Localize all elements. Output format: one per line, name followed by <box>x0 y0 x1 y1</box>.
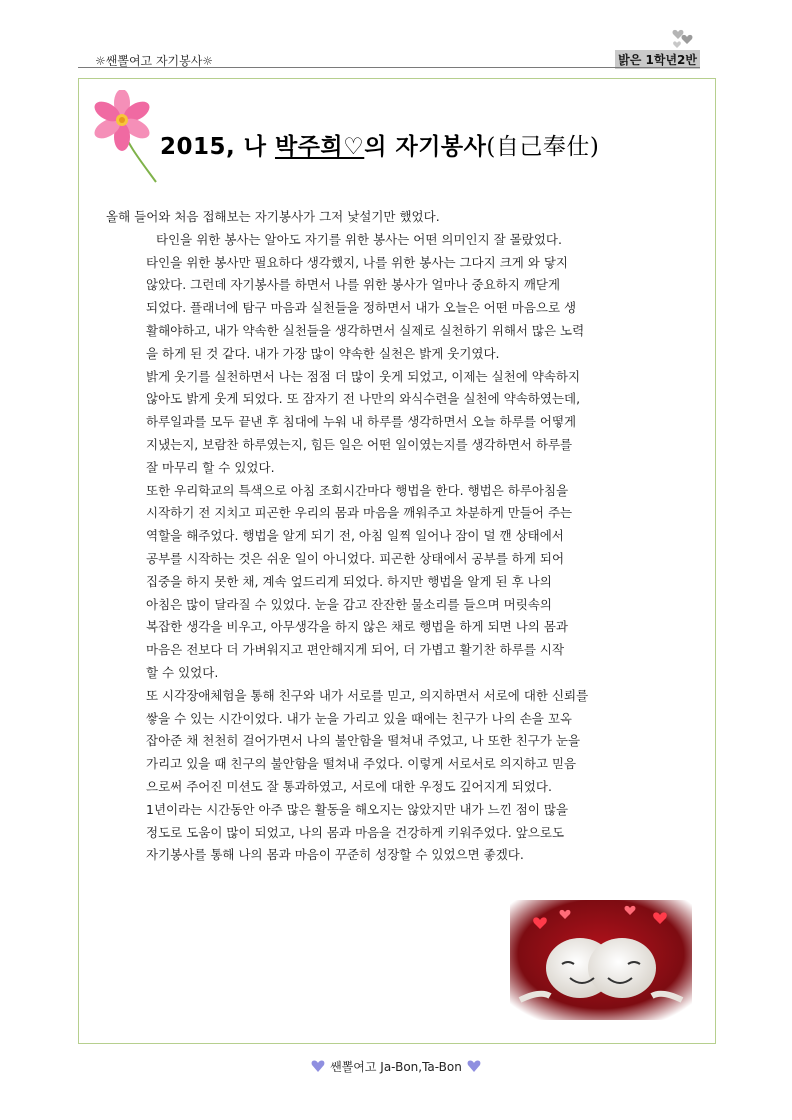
hearts-cluster-icon <box>670 28 696 56</box>
essay-line: 타인을 위한 봉사는 알아도 자기를 위한 봉사는 어떤 의미인지 잘 몰랐었다. <box>156 231 562 247</box>
essay-line: 자기봉사를 통해 나의 몸과 마음이 꾸준히 성장할 수 있었으면 좋겠다. <box>146 847 524 863</box>
heart-icon <box>310 1059 326 1076</box>
essay-line: 하루일과를 모두 끝낸 후 침대에 누워 내 하루를 생각하면서 오늘 하루를 어떻게 <box>146 414 577 430</box>
header-left-label: ☼쌘뽈여고 자기봉사☼ <box>95 54 214 68</box>
essay-line: 올해 들어와 처음 접해보는 자기봉사가 그저 낯설기만 했었다. <box>106 209 440 224</box>
essay-line: 가리고 있을 때 친구의 불안함을 떨쳐내 주었다. 이렇게 서로서로 의지하고 믿음 <box>146 756 577 772</box>
essay-line: 복잡한 생각을 비우고, 아무생각을 하지 않은 채로 행법을 하게 되면 나의 몸과 <box>146 619 569 635</box>
essay-line: 공부를 시작하는 것은 쉬운 일이 아니었다. 피곤한 상태에서 공부를 하게 되어 <box>146 550 565 566</box>
heart-icon <box>466 1059 482 1076</box>
essay-body <box>106 206 666 867</box>
essay-line: 또 시각장애체험을 통해 친구와 내가 서로를 믿고, 의지하면서 서로에 대한 신뢰를 <box>146 687 589 703</box>
essay-line: 시작하기 전 지치고 피곤한 우리의 몸과 마음을 깨워주고 차분하게 만들어 주는 <box>146 505 573 521</box>
essay-line: 아침은 많이 달라질 수 있었다. 눈을 감고 잔잔한 물소리를 들으며 머릿속의 <box>146 596 552 612</box>
essay-line: 역할을 해주었다. 행법을 알게 되기 전, 아침 일찍 일어나 잠이 덜 깬 상태에서 <box>146 528 564 544</box>
essay-line: 않아도 밝게 웃게 되었다. 또 잠자기 전 나만의 와식수련을 실천에 약속하였는데, <box>146 391 581 407</box>
essay-line: 잡아준 채 천천히 걸어가면서 나의 불안함을 떨쳐내 주었고, 나 또한 친구가 눈을 <box>146 733 581 749</box>
essay-line: 할 수 있었다. <box>146 664 219 680</box>
page-title <box>160 128 599 161</box>
couple-illustration <box>510 900 692 1020</box>
essay-line: 활해야하고, 내가 약속한 실천들을 생각하면서 실제로 실천하기 위해서 많은 노력 <box>146 322 585 338</box>
essay-line: 밝게 웃기를 실천하면서 나는 점점 더 많이 웃게 되었고, 이제는 실천에 약속하지 <box>146 368 581 384</box>
essay-line: 을 하게 된 것 같다. 내가 가장 많이 약속한 실천은 밝게 웃기였다. <box>146 345 500 361</box>
essay-line: 지냈는지, 보람찬 하루였는지, 힘든 일은 어떤 일이였는지를 생각하면서 하루를 <box>146 436 573 452</box>
cosmos-flower-icon <box>88 90 168 190</box>
essay-line: 으로써 주어진 미션도 잘 통과하였고, 서로에 대한 우정도 깊어지게 되었다. <box>146 778 552 794</box>
footer <box>0 1058 792 1076</box>
header-class-label: 밝은 1학년2반 <box>615 50 700 69</box>
essay-line: 정도로 도움이 많이 되었고, 나의 몸과 마음을 건강하게 키워주었다. 앞으로도 <box>146 824 565 840</box>
essay-line: 않았다. 그런데 자기봉사를 하면서 나를 위한 봉사가 얼마나 중요하지 깨닫게 <box>146 277 561 293</box>
title-hanja: (自己奉仕) <box>486 134 600 160</box>
title-suffix: 의 자기봉사 <box>364 134 487 160</box>
essay-line: 1년이라는 시간동안 아주 많은 활동을 해오지는 않았지만 내가 느낀 점이 많을 <box>146 801 569 817</box>
title-name: 박주희♡ <box>274 134 365 160</box>
header-divider <box>78 67 700 68</box>
essay-line: 마음은 전보다 더 가벼워지고 편안해지게 되어, 더 가볍고 활기찬 하루를 시작 <box>146 642 565 658</box>
essay-line: 잘 마무리 할 수 있었다. <box>146 459 275 475</box>
essay-line: 쌓을 수 있는 시간이었다. 내가 눈을 가리고 있을 때에는 친구가 나의 손을 꼬옥 <box>146 710 572 726</box>
footer-label: 쌘뽈여고 Ja-Bon,Ta-Bon <box>330 1060 462 1074</box>
essay-line: 집중을 하지 못한 채, 계속 엎드리게 되었다. 하지만 행법을 알게 된 후 나의 <box>146 573 552 589</box>
title-prefix: 2015, 나 <box>160 134 275 160</box>
essay-line: 되었다. 플래너에 탐구 마음과 실천들을 정하면서 내가 오늘은 어떤 마음으로 생 <box>146 300 577 316</box>
essay-line: 타인을 위한 봉사만 필요하다 생각했지, 나를 위한 봉사는 그다지 크게 와 닿지 <box>146 254 569 270</box>
essay-line: 또한 우리학교의 특색으로 아침 조회시간마다 행법을 한다. 행법은 하루아침을 <box>146 482 569 498</box>
